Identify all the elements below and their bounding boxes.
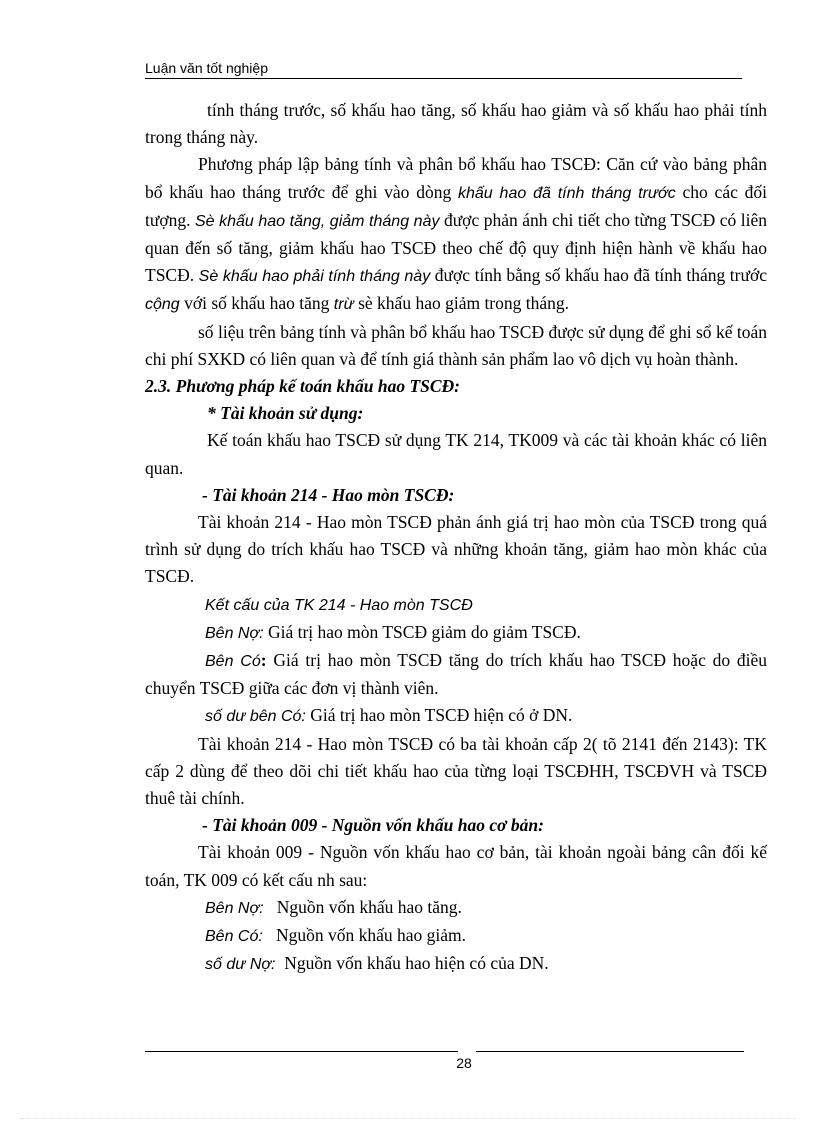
paragraph-method: Phương pháp lập bảng tính và phân bổ khấu hao TSCĐ: Căn cứ vào bảng phân bổ khấu hao tháng trước để ghi vào dòng khấu hao đã tính tháng trước cho các đối tượng. Sè khấu hao tăng, giảm tháng này được phản ánh chi tiết cho từng TSCĐ có liên quan đến số tăng, giảm khấu hao TSCĐ theo chế độ quy định hiện hành về khấu hao TSCĐ. Sè khấu hao phải tính tháng này được tính bằng số khấu hao đã tính tháng trước cộng với số khấu hao tăng trừ sè khấu hao giảm trong tháng.: [145, 154, 767, 314]
credit-line: Bên Có: Giá trị hao mòn TSCĐ tăng do trích khấu hao TSCĐ hoặc do điều chuyển TSCĐ giữa các đơn vị thành viên.: [145, 650, 767, 699]
structure-title: Kết cấu của TK 214 - Hao mòn TSCĐ: [205, 596, 473, 614]
paragraph: Tài khoản 214 - Hao mòn TSCĐ phản ánh giá trị hao mòn của TSCĐ trong quá trình sử dụng do trích khấu hao TSCĐ và những khoản tăng, giảm hao mòn khác của TSCĐ.: [145, 512, 767, 587]
paragraph: Tài khoản 009 - Nguồn vốn khấu hao cơ bản, tài khoản ngoài bảng cân đối kế toán, TK 009 có kết cấu nh sau:: [145, 842, 767, 890]
paragraph: Kế toán khấu hao TSCĐ sử dụng TK 214, TK009 và các tài khoản khác có liên quan.: [145, 430, 767, 478]
page-number: 28: [456, 1055, 472, 1071]
page-header: Luận văn tốt nghiệp: [145, 59, 742, 79]
footer-divider-right: [476, 1051, 744, 1052]
section-heading: 2.3. Phương pháp kế toán khấu hao TSCĐ:: [145, 376, 461, 397]
paragraph: tính tháng trước, số khấu hao tăng, số khấu hao giảm và số khấu hao phải tính trong tháng này.: [145, 100, 767, 148]
document-body: [145, 97, 767, 979]
credit-balance-line: số dư bên Có: Giá trị hao mòn TSCĐ hiện có ở DN.: [205, 705, 573, 726]
paragraph: số liệu trên bảng tính và phân bổ khấu hao TSCĐ được sử dụng để ghi sổ kế toán chi phí SXKD có liên quan và để tính giá thành sản phẩm lao vô dịch vụ hoàn thành.: [145, 321, 767, 369]
debit-line: Bên Nợ: Nguồn vốn khấu hao tăng.: [205, 896, 462, 917]
credit-line: Bên Có: Nguồn vốn khấu hao giảm.: [205, 925, 466, 946]
debit-balance-line: số dư Nợ: Nguồn vốn khấu hao hiện có của DN.: [205, 953, 549, 974]
subsection-heading: - Tài khoản 214 - Hao mòn TSCĐ:: [202, 484, 455, 505]
paragraph: Tài khoản 214 - Hao mòn TSCĐ có ba tài khoản cấp 2( tõ 2141 đến 2143): TK cấp 2 dùng để theo dõi chi tiết khấu hao của từng loại TSCĐHH, TSCĐVH và TSCĐ thuê tài chính.: [145, 733, 767, 809]
debit-line: Bên Nợ: Giá trị hao mòn TSCĐ giảm do giảm TSCĐ.: [205, 621, 581, 642]
footer-divider-left: [145, 1051, 458, 1052]
page-bottom-border: [20, 1118, 796, 1119]
subsection-heading: - Tài khoản 009 - Nguồn vốn khấu hao cơ bản:: [202, 815, 544, 836]
subsection-heading: * Tài khoản sử dụng:: [207, 403, 364, 424]
